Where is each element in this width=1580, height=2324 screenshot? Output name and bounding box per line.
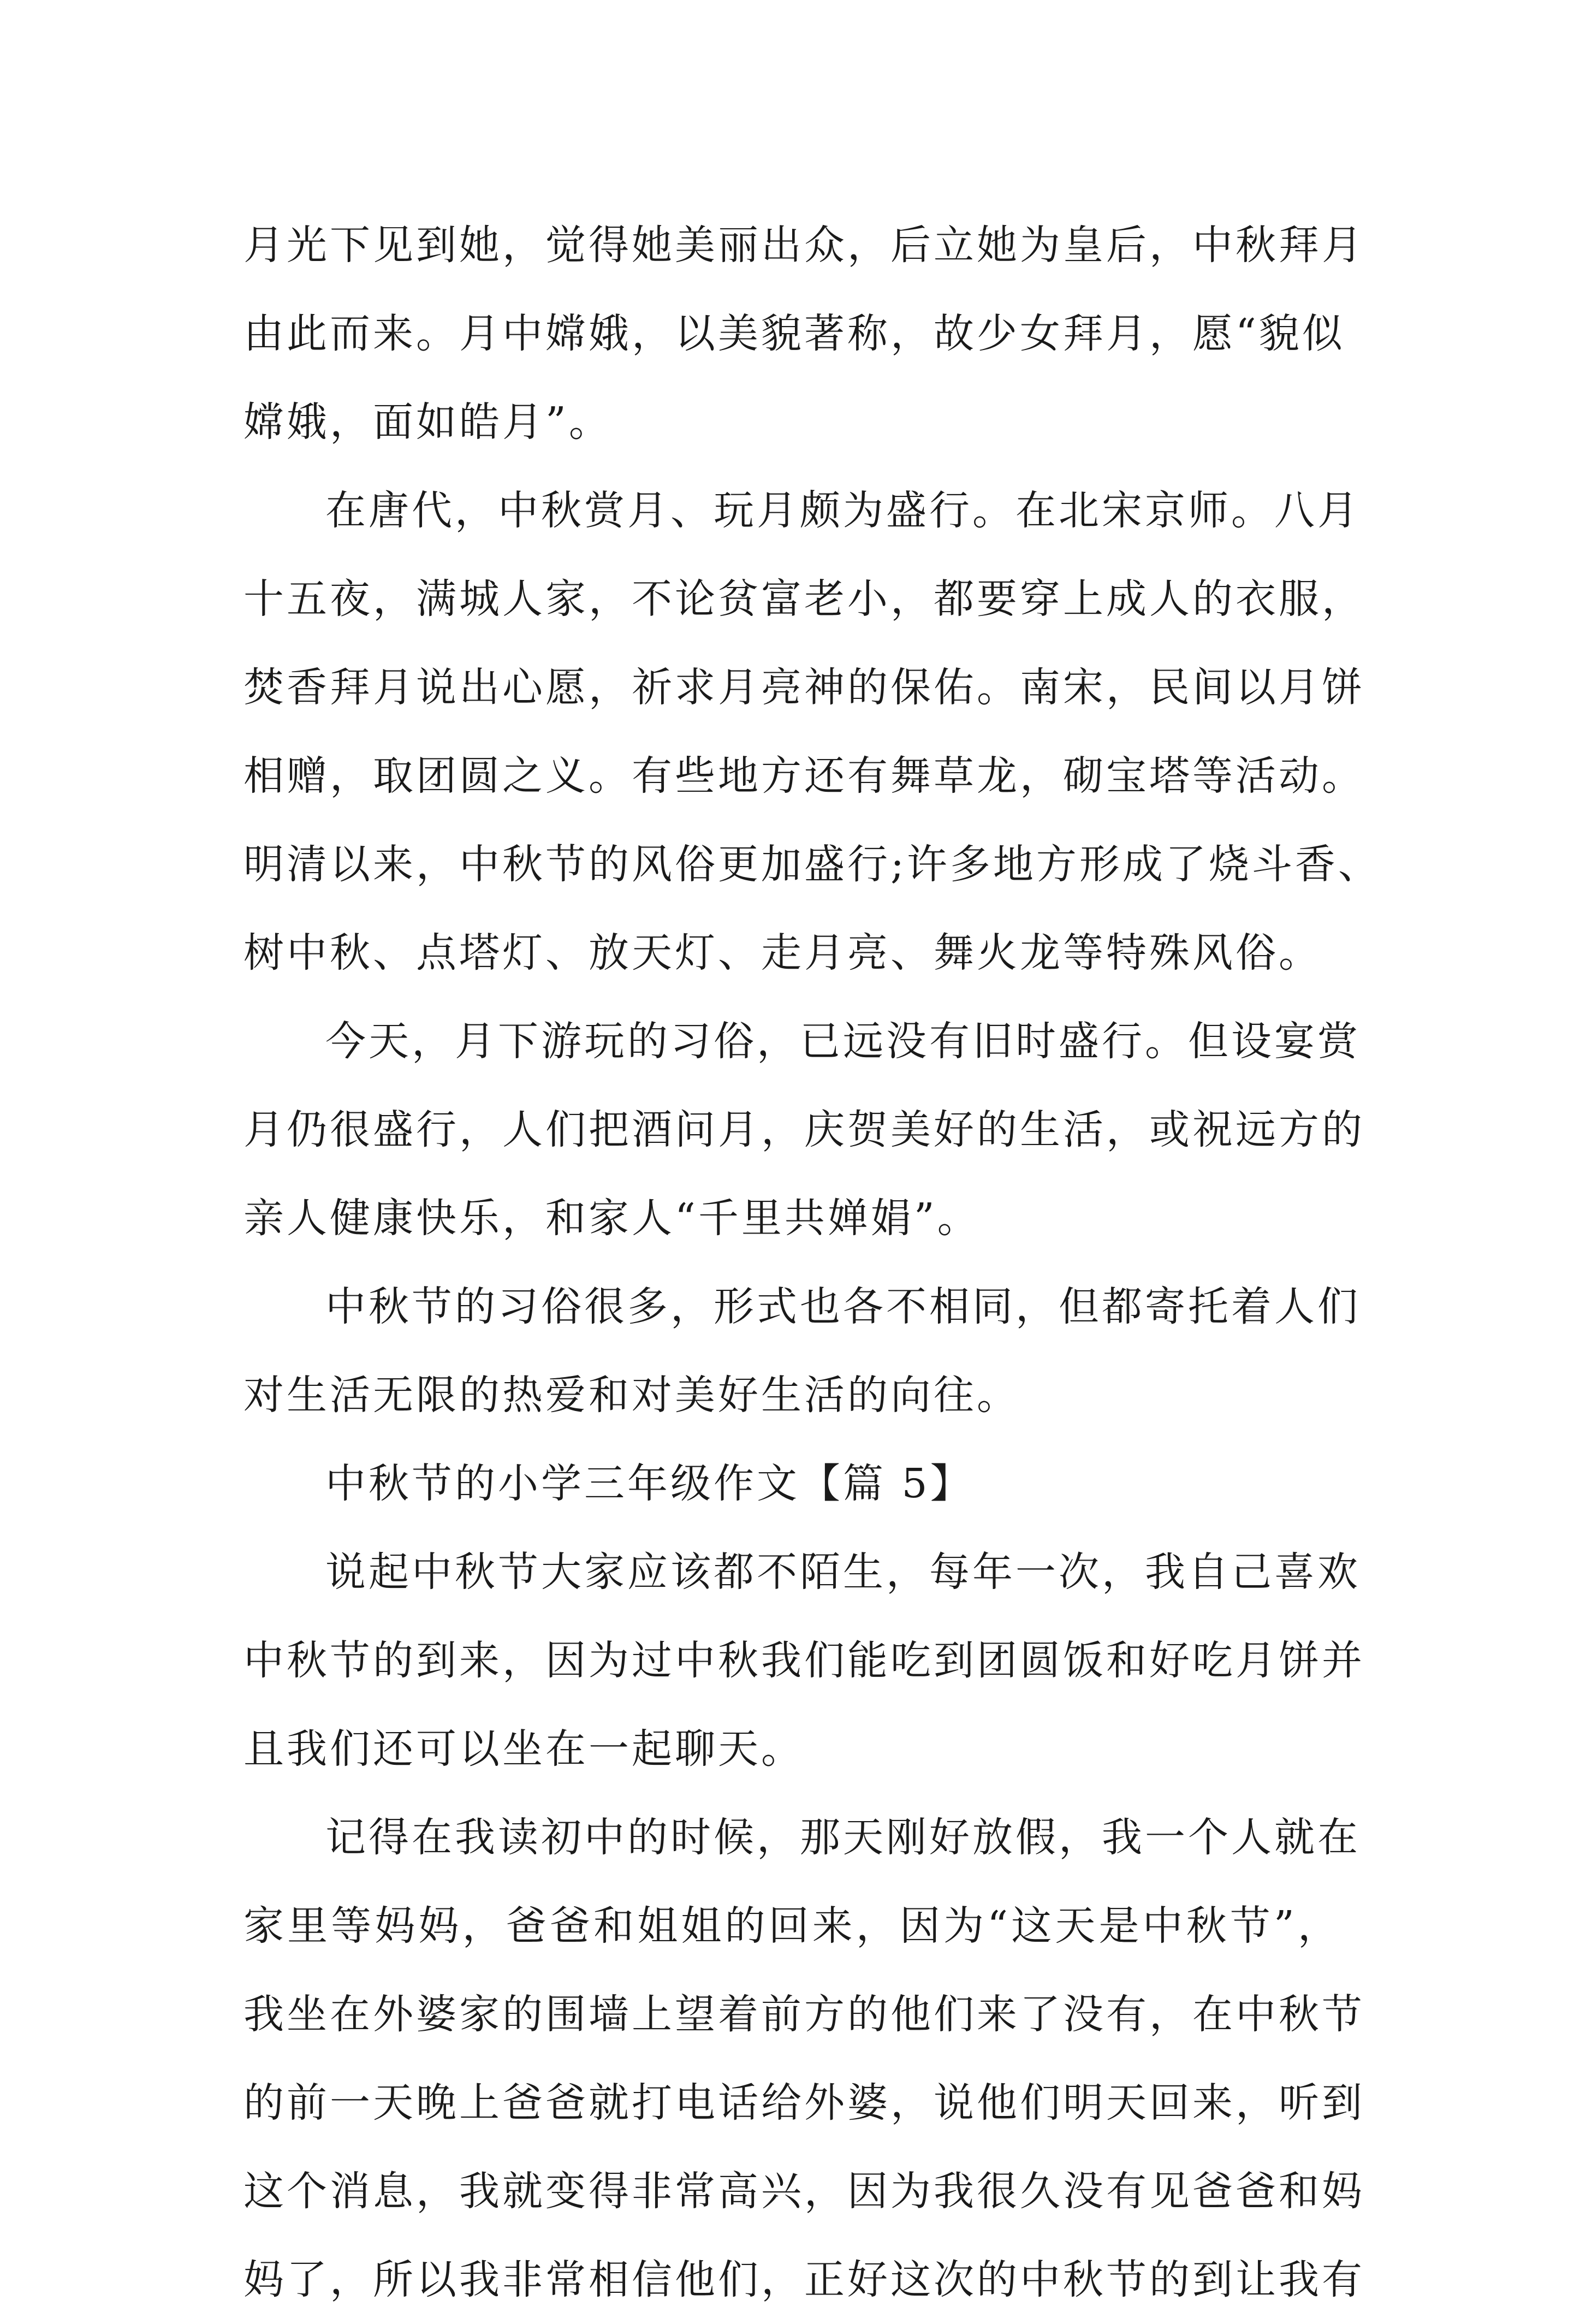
- text-line: 对生活无限的热爱和对美好生活的向往。: [243, 1372, 1020, 1419]
- text-line: 记得在我读初中的时候，那天刚好放假，我一个人就在: [325, 1814, 1361, 1861]
- text-line: 家里等妈妈，爸爸和姐姐的回来，因为“这天是中秋节”，: [243, 1902, 1341, 1949]
- text-line: 树中秋、点塔灯、放天灯、走月亮、舞火龙等特殊风俗。: [243, 929, 1322, 976]
- text-line: 的前一天晚上爸爸就打电话给外婆，说他们明天回来，听到: [243, 2079, 1365, 2126]
- text-line: 中秋节的习俗很多，形式也各不相同，但都寄托着人们: [325, 1283, 1361, 1330]
- text-line: 且我们还可以坐在一起聊天。: [243, 1726, 804, 1772]
- text-line: 中秋节的到来，因为过中秋我们能吃到团圆饭和好吃月饼并: [243, 1637, 1365, 1684]
- text-line: 嫦娥，面如皓月”。: [243, 399, 612, 446]
- document-body: [243, 201, 1381, 2324]
- text-line: 十五夜，满城人家，不论贫富老小，都要穿上成人的衣服，: [243, 576, 1365, 622]
- text-line: 妈了，所以我非常相信他们，正好这次的中秋节的到让我有: [243, 2256, 1365, 2303]
- text-line: 中秋节的小学三年级作文【篇 5】: [325, 1460, 973, 1507]
- text-line: 焚香拜月说出心愿，祈求月亮神的保佑。南宋，民间以月饼: [243, 664, 1365, 711]
- text-line: 亲人健康快乐，和家人“千里共婵娟”。: [243, 1195, 981, 1242]
- text-line: 说起中秋节大家应该都不陌生，每年一次，我自己喜欢: [325, 1549, 1361, 1596]
- text-line: 月光下见到她，觉得她美丽出众，后立她为皇后，中秋拜月: [243, 222, 1365, 269]
- text-line: 月仍很盛行，人们把酒问月，庆贺美好的生活，或祝远方的: [243, 1106, 1365, 1153]
- text-line: 相赠，取团圆之义。有些地方还有舞草龙，砌宝塔等活动。: [243, 752, 1365, 799]
- text-line: 我坐在外婆家的围墙上望着前方的他们来了没有，在中秋节: [243, 1991, 1365, 2038]
- text-line: 今天，月下游玩的习俗，已远没有旧时盛行。但设宴赏: [325, 1018, 1361, 1065]
- text-line: 在唐代，中秋赏月、玩月颇为盛行。在北宋京师。八月: [325, 487, 1361, 534]
- text-line: 由此而来。月中嫦娥，以美貌著称，故少女拜月，愿“貌似: [243, 310, 1345, 357]
- text-line: 这个消息，我就变得非常高兴，因为我很久没有见爸爸和妈: [243, 2168, 1365, 2215]
- text-line: 明清以来，中秋节的风俗更加盛行;许多地方形成了烧斗香、: [243, 841, 1381, 888]
